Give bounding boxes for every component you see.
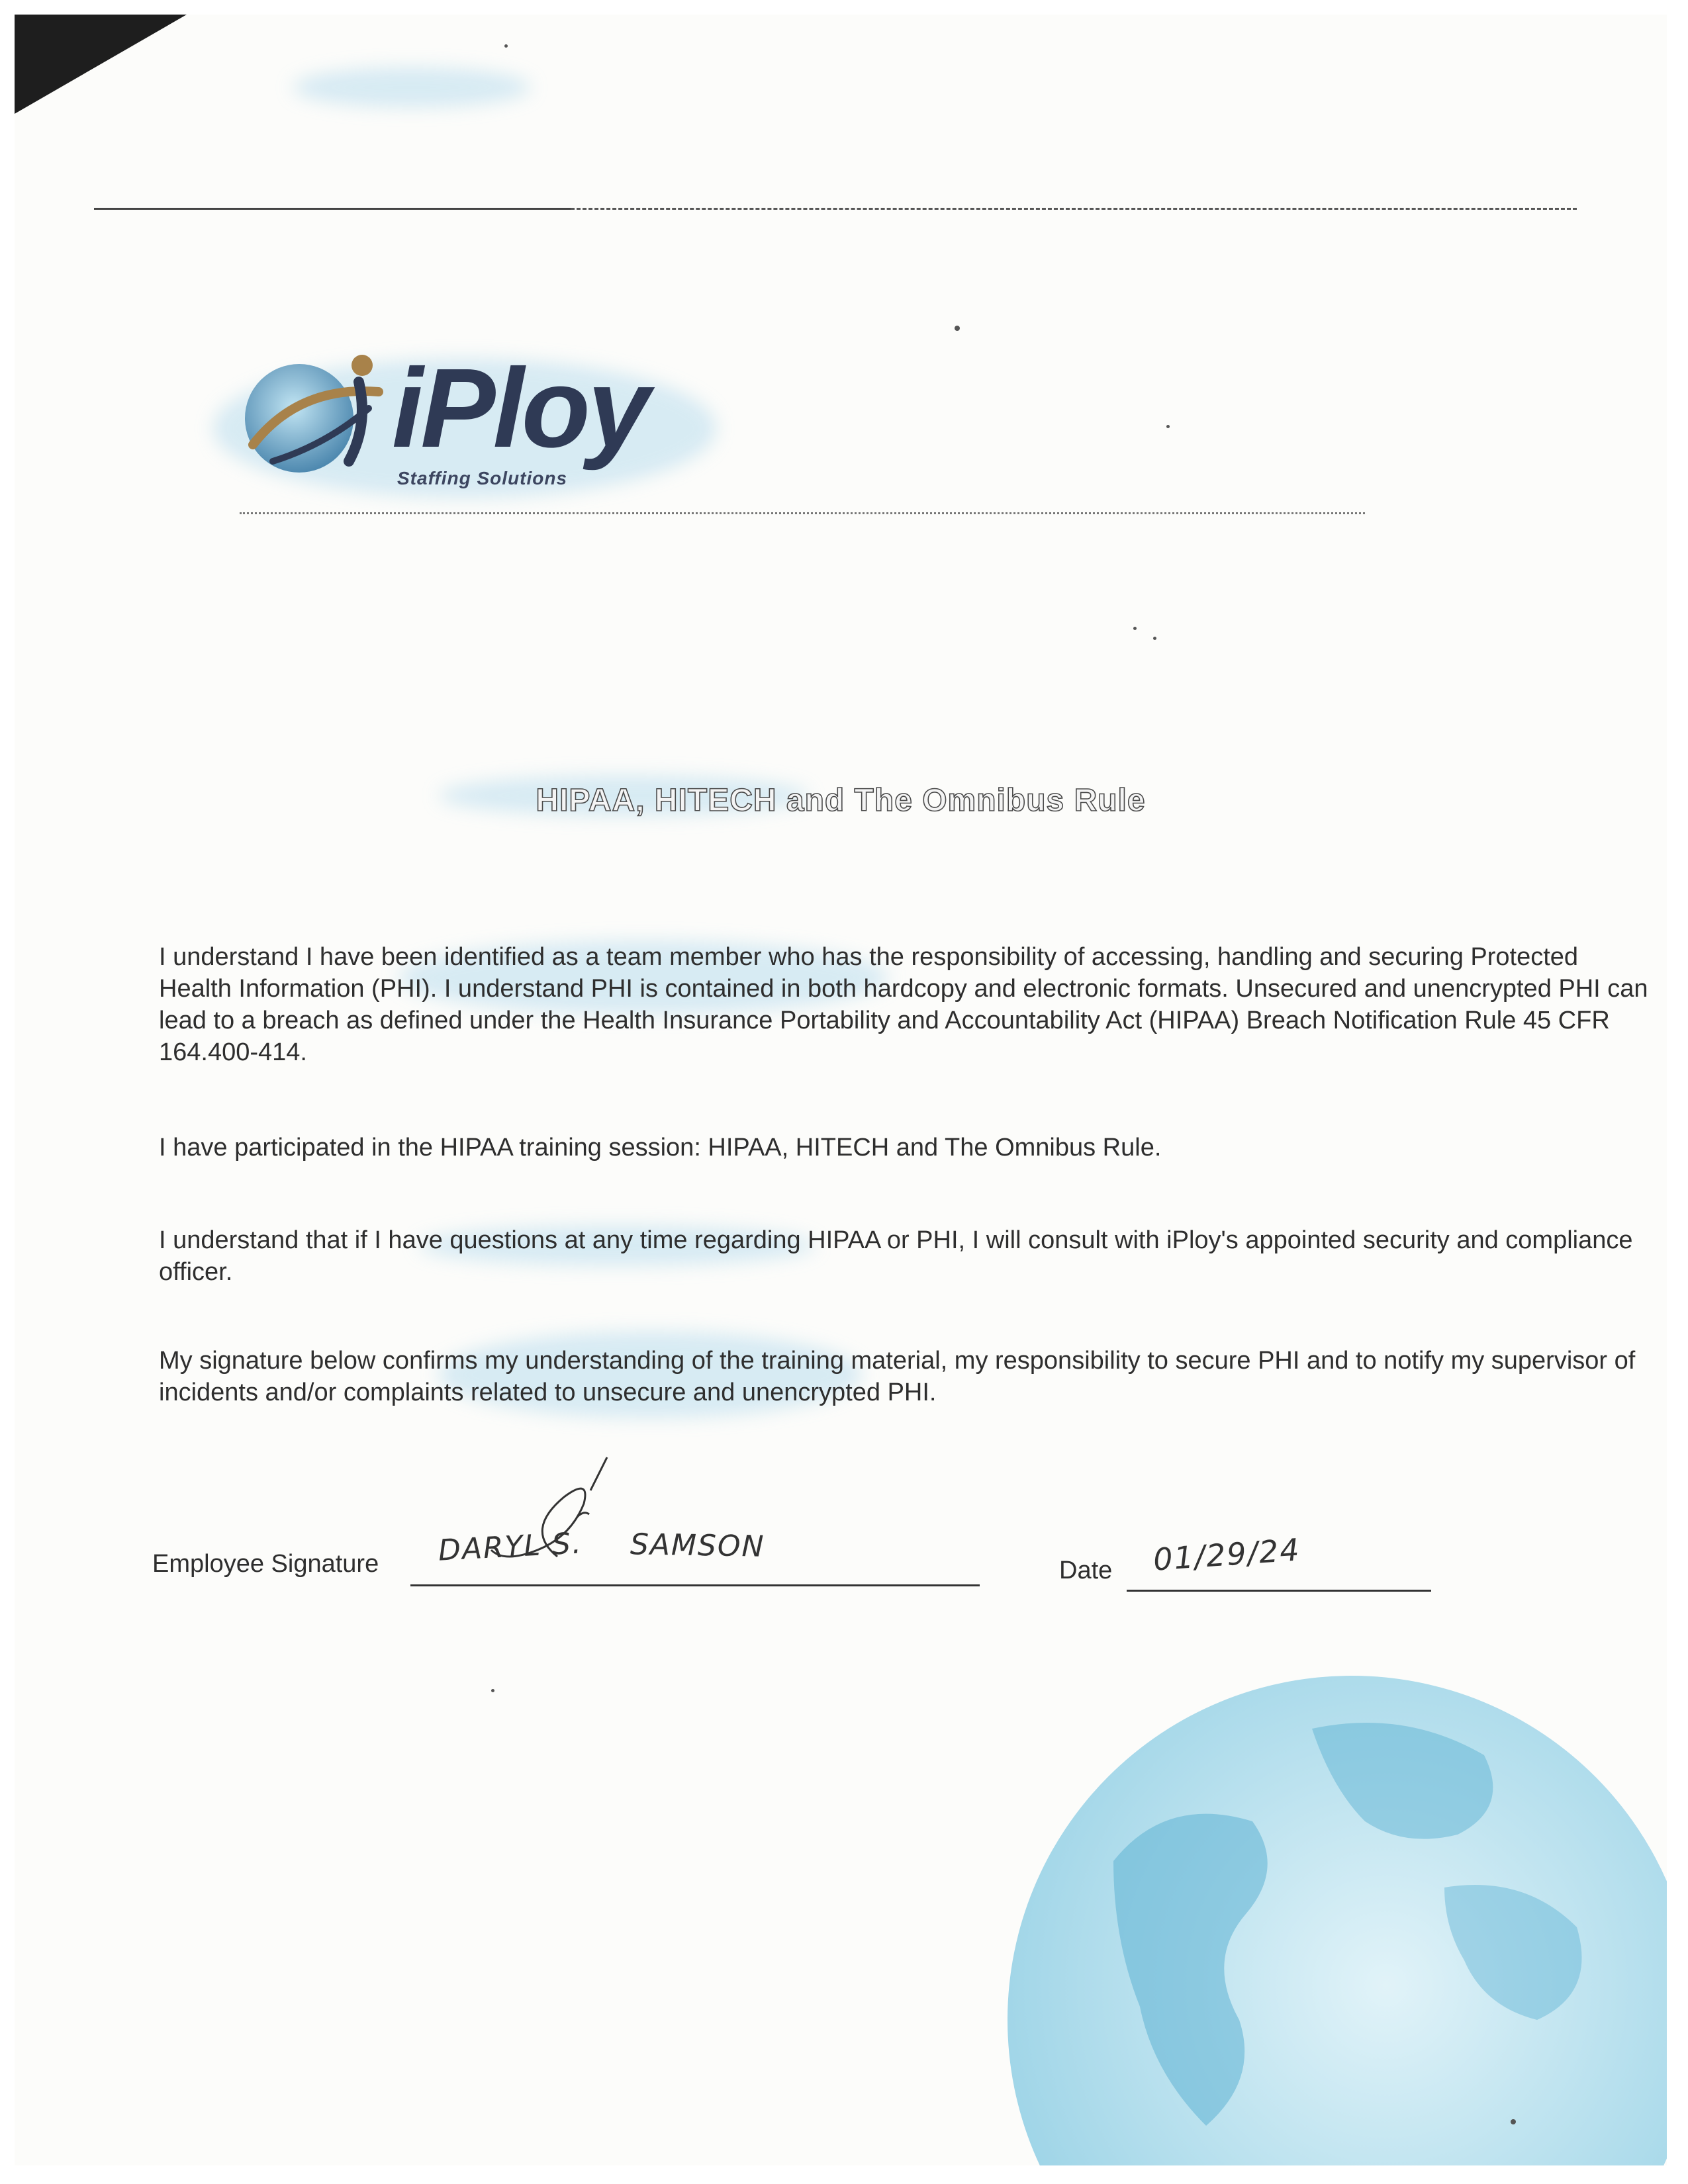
paragraph-compliance-officer: I understand that if I have questions at any time regarding HIPAA or PHI, I will consult with iPloy's appointed security and compliance officer. <box>159 1226 1633 1286</box>
scan-speck <box>491 1689 494 1692</box>
scan-speck <box>1133 627 1137 630</box>
date-label: Date <box>1059 1557 1113 1584</box>
globe-logo-icon <box>226 345 399 491</box>
top-rule-dashed <box>571 208 1577 210</box>
handwritten-date: 01/29/24 <box>1152 1531 1302 1578</box>
scanned-page <box>15 15 1667 2165</box>
scan-speck <box>1511 2119 1516 2124</box>
handwritten-name-last: SAMSON <box>630 1527 765 1564</box>
employee-signature-line <box>410 1584 980 1586</box>
toner-smudge <box>293 68 531 107</box>
company-logo <box>226 339 729 511</box>
logo-tagline: Staffing Solutions <box>397 468 568 488</box>
header-dotted-rule <box>240 512 1365 514</box>
scan-speck <box>955 326 960 331</box>
paragraph-signature-confirmation: My signature below confirms my understanding of the training material, my responsibility to secure PHI and to notify my supervisor of incidents and/or complaints related to unsecure and unencrypted PHI. <box>159 1347 1636 1406</box>
folded-corner <box>15 15 187 114</box>
employee-signature-label: Employee Signature <box>152 1550 379 1578</box>
paragraph-phi-responsibility: I understand I have been identified as a team member who has the responsibility of accessing, handling and securing Protected Health Information (PHI). I understand PHI is contained in both hardcopy and electronic formats. Unsecured and unencrypted PHI can lead to a breach as defined under the Health Insurance Portability and Accountability Act (HIPAA) Breach Notification Rule 45 CFR 164.400-414. <box>159 943 1648 1066</box>
date-line <box>1127 1590 1431 1592</box>
handwritten-name-first: DARYL S. <box>437 1526 584 1568</box>
scan-speck <box>504 44 508 48</box>
paragraph-training-session: I have participated in the HIPAA training session: HIPAA, HITECH and The Omnibus Rule. <box>159 1134 1162 1161</box>
globe-watermark <box>941 1649 1667 2165</box>
scan-speck <box>1166 425 1170 428</box>
scan-speck <box>1153 637 1156 640</box>
document-title: HIPAA, HITECH and The Omnibus Rule <box>536 783 1146 818</box>
top-rule <box>94 208 571 210</box>
logo-wordmark: iPloy <box>392 345 648 471</box>
